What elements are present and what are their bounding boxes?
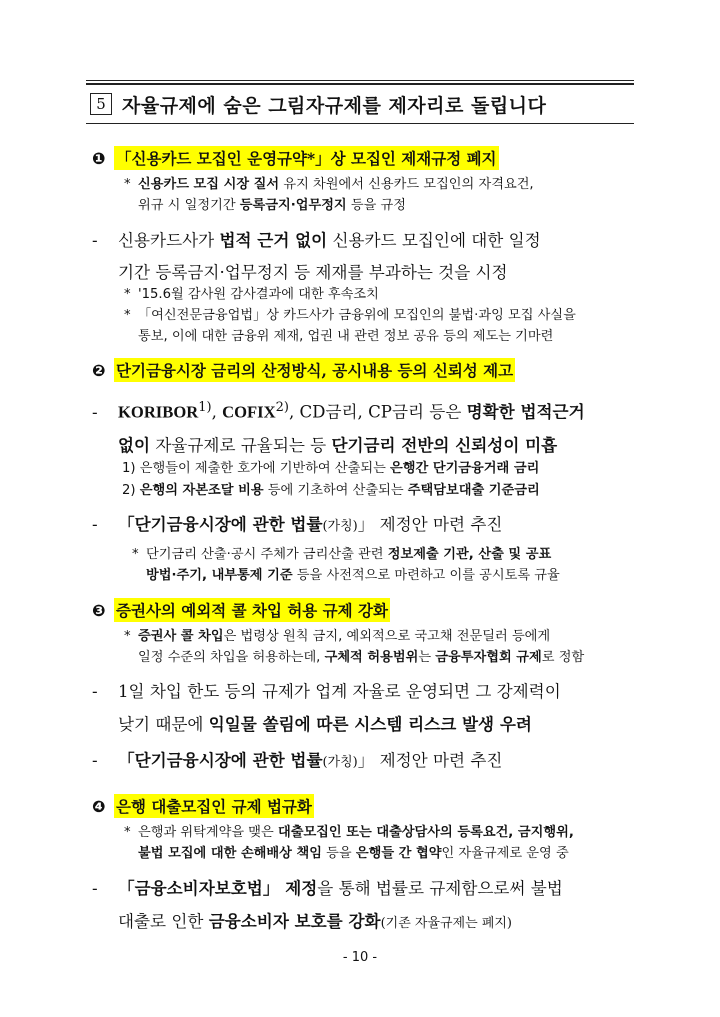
section-3-dash-1: - 1일 차입 한도 등의 규제가 업계 자율로 운영되면 그 강제력이 낮기 때문에 익일물 쏠림에 따른 시스템 리스크 발생 우려 <box>92 682 561 734</box>
section-3-dash-2: - 「단기금융시장에 관한 법률(가칭)」 제정안 마련 추진 <box>92 750 503 770</box>
section-2-footnote-2: 2) 은행의 자본조달 비용 등에 기초하여 산출되는 주택담보대출 기준금리 <box>122 483 540 498</box>
section-3-heading <box>92 598 390 622</box>
section-4-title: 은행 대출모집인 규제 법규화 <box>114 794 314 818</box>
header-rule-bottom <box>86 123 634 124</box>
section-3-title: 증권사의 예외적 콜 차입 허용 규제 강화 <box>114 598 390 622</box>
section-header <box>90 90 630 118</box>
section-1-note-1: * 신용카드 모집 시장 질서 유지 차원에서 신용카드 모집인의 자격요건, 위규 시 일정기간 등록금지·업무정지 등을 규정 <box>124 177 534 213</box>
section-4-dash-1: - 「금융소비자보호법」 제정을 통해 법률로 규제함으로써 불법 대출로 인한 금융소비자 보호를 강화(기존 자율규제는 폐지) <box>92 878 563 931</box>
section-1-title: 「신용카드 모집인 운영규약*」상 모집인 제재규정 폐지 <box>114 146 499 170</box>
bullet-4: ❹ <box>92 796 106 816</box>
section-3-note-1: * 증권사 콜 차입은 법령상 원칙 금지, 예외적으로 국고채 전문딜러 등에게 일정 수준의 차입을 허용하는데, 구체적 허용범위는 금융투자협회 규제로 정함 <box>124 629 585 665</box>
section-header-title: 자율규제에 숨은 그림자규제를 제자리로 돌립니다 <box>122 94 547 117</box>
header-rule-double <box>86 83 634 85</box>
bullet-1: ❶ <box>92 148 106 168</box>
section-4-note-1: * 은행과 위탁계약을 맺은 대출모집인 또는 대출상담사의 등록요건, 금지행위, 불법 모집에 대한 손해배상 책임 등을 은행들 간 협약인 자율규제로 운영 중 <box>124 825 574 861</box>
section-2-footnote-1: 1) 은행들이 제출한 호가에 기반하여 산출되는 은행간 단기금융거래 금리 <box>122 461 540 476</box>
bullet-2: ❷ <box>92 360 106 380</box>
section-2-dash-1: - KORIBOR$^{1)}$, COFIX$^{2)}$, CD금리, CP금리 등은 명확한 법적근거 없이 자율규제로 규율되는 등 단기금리 전반의 신뢰성이 미흡 <box>92 400 585 455</box>
section-1-heading <box>92 146 499 170</box>
section-2-heading <box>92 358 515 382</box>
section-1-note-2: * '15.6월 감사원 감사결과에 대한 후속조치 <box>124 287 379 302</box>
page-number: - 10 - <box>342 950 378 965</box>
bullet-3: ❸ <box>92 600 106 620</box>
section-2-dash-2: - 「단기금융시장에 관한 법률(가칭)」 제정안 마련 추진 <box>92 514 503 534</box>
section-number-box: 5 <box>90 93 112 115</box>
section-1-dash-1: - 신용카드사가 법적 근거 없이 신용카드 모집인에 대한 일정 기간 등록금지·업무정지 등 제재를 부과하는 것을 시정 <box>92 230 541 282</box>
section-1-note-3: * 「여신전문금융업법」상 카드사가 금융위에 모집인의 불법·과잉 모집 사실을 통보, 이에 대한 금융위 제재, 업권 내 관련 정보 공유 등의 제도는 기마련 <box>124 308 576 344</box>
section-2-title: 단기금융시장 금리의 산정방식, 공시내용 등의 신뢰성 제고 <box>114 358 515 382</box>
header-rule-top <box>86 80 634 81</box>
section-4-heading <box>92 794 314 818</box>
section-2-note-1: * 단기금리 산출·공시 주체가 금리산출 관련 정보제출 기관, 산출 및 공표 방법·주기, 내부통제 기준 등을 사전적으로 마련하고 이를 공시토록 규율 <box>132 547 560 583</box>
